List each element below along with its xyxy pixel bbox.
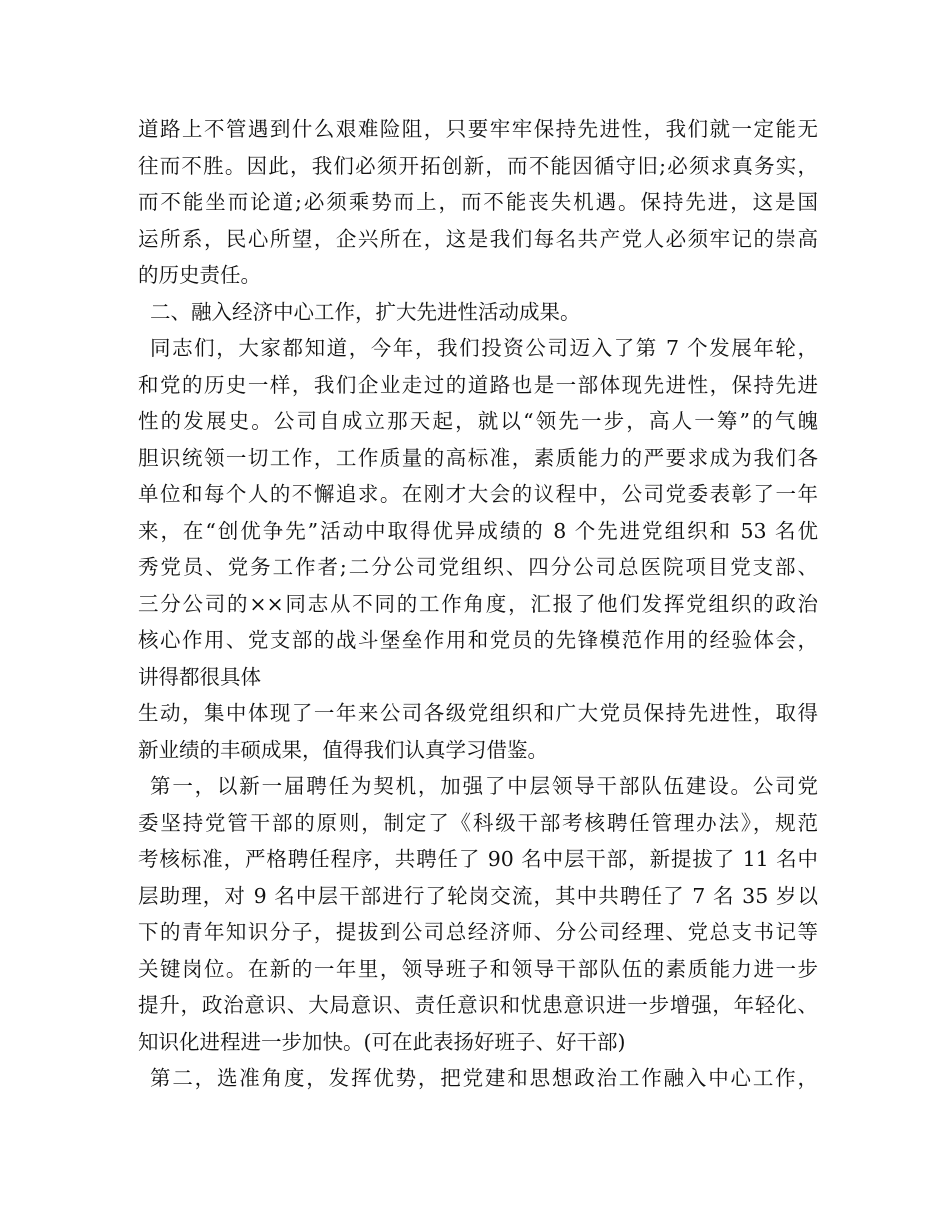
document-body [138, 111, 818, 1097]
text-line: 来，在“创优争先”活动中取得优异成绩的 8 个先进党组织和 53 名优 [138, 518, 818, 543]
text-line: 胆识统领一切工作，工作质量的高标准，素质能力的严要求成为我们各 [138, 445, 818, 470]
text-line: 提升，政治意识、大局意识、责任意识和忧患意识进一步增强，年轻化、 [138, 993, 818, 1017]
text-line: 新业绩的丰硕成果，值得我们认真学习借鉴。 [138, 737, 548, 762]
text-line: 运所系，民心所望，企兴所在，这是我们每名共产党人必须牢记的崇高 [138, 226, 818, 251]
text-line: 二、融入经济中心工作，扩大先进性活动成果。 [150, 299, 581, 324]
text-line: 讲得都很具体 [138, 664, 261, 689]
text-line: 核心作用、党支部的战斗堡垒作用和党员的先锋模范作用的经验体会， [138, 628, 818, 652]
text-line: 和党的历史一样，我们企业走过的道路也是一部体现先进性，保持先进 [138, 372, 818, 397]
text-line: 三分公司的××同志从不同的工作角度，汇报了他们发挥党组织的政治 [138, 591, 818, 616]
text-line: 性的发展史。公司自成立那天起，就以“领先一步，高人一筹”的气魄 [138, 409, 818, 433]
text-line: 而不能坐而论道;必须乘势而上，而不能丧失机遇。保持先进，这是国 [138, 190, 818, 214]
text-line: 委坚持党管干部的原则，制定了《科级干部考核聘任管理办法》，规范 [138, 810, 818, 835]
text-line: 第一，以新一届聘任为契机，加强了中层领导干部队伍建设。公司党 [150, 774, 818, 798]
text-line: 生动，集中体现了一年来公司各级党组织和广大党员保持先进性，取得 [138, 701, 818, 725]
text-line: 考核标准，严格聘任程序，共聘任了 90 名中层干部，新提拔了 11 名中 [138, 847, 818, 871]
text-line: 同志们，大家都知道，今年，我们投资公司迈入了第 7 个发展年轮， [150, 336, 818, 360]
text-line: 下的青年知识分子，提拔到公司总经济师、分公司经理、党总支书记等 [138, 920, 818, 944]
text-line: 的历史责任。 [138, 263, 261, 287]
text-line: 往而不胜。因此，我们必须开拓创新，而不能因循守旧;必须求真务实， [138, 153, 818, 178]
text-line: 秀党员、党务工作者;二分公司党组织、四分公司总医院项目党支部、 [138, 555, 818, 579]
text-line: 知识化进程进一步加快。(可在此表扬好班子、好干部) [138, 1029, 626, 1054]
text-line: 道路上不管遇到什么艰难险阻，只要牢牢保持先进性，我们就一定能无 [138, 117, 818, 141]
text-line: 关键岗位。在新的一年里，领导班子和领导干部队伍的素质能力进一步 [138, 956, 818, 981]
text-line: 单位和每个人的不懈追求。在刚才大会的议程中，公司党委表彰了一年 [138, 482, 818, 506]
text-line: 层助理，对 9 名中层干部进行了轮岗交流，其中共聘任了 7 名 35 岁以 [138, 883, 818, 908]
text-line: 第二，选准角度，发挥优势，把党建和思想政治工作融入中心工作， [150, 1066, 818, 1090]
